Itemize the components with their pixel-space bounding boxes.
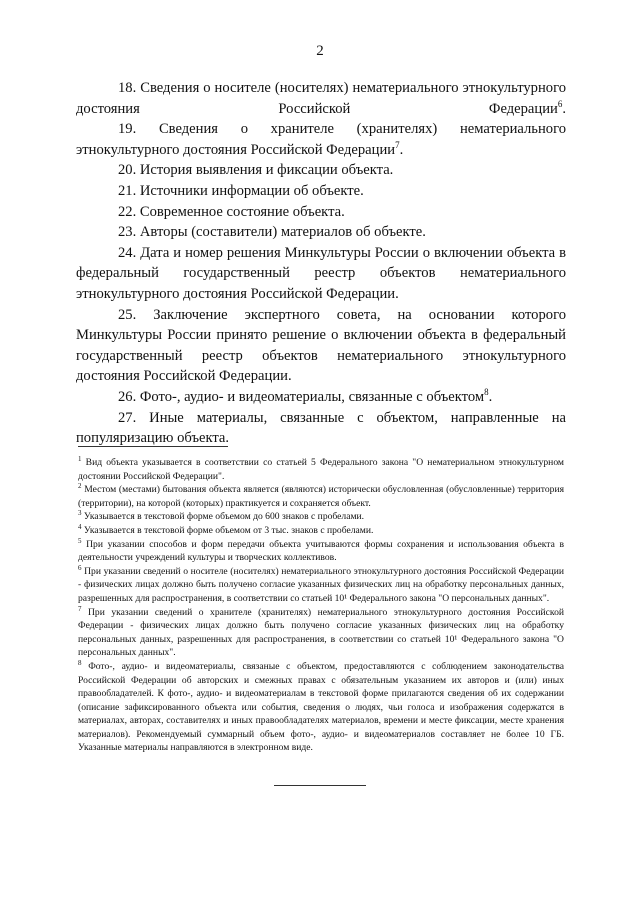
item-23: 23. Авторы (составители) материалов об объекте. (118, 224, 426, 241)
footnote-5: $^5$ При указании способов и форм передачи объекта учитываются формы сохранения и использования объекта в деятельности учреждений культуры и творческих коллективов. (78, 536, 564, 564)
footnote-3: $^3$ Указывается в текстовой форме объемом до 600 знаков с пробелами. (78, 509, 365, 523)
item-22: 22. Современное состояние объекта. (118, 203, 345, 220)
item-18: 18. Сведения о носителе (носителях) нематериального этнокультурного достояния Российской Федерации$^6$. (76, 80, 566, 117)
document-body (76, 78, 566, 449)
footnote-1: $^1$ Вид объекта указывается в соответствии со статьей 5 Федерального закона "О нематериальном этнокультурном достоянии Российской Федерации". (78, 454, 564, 482)
item-25: 25. Заключение экспертного совета, на основании которого Минкультуры России принято решение о включении объекта в федеральный государственный реестр объектов нематериального этнокультурного достояния Российской Федерации. (76, 306, 566, 385)
page-number: 2 (316, 43, 324, 59)
footnote-7: $^7$ При указании сведений о хранителе (хранителях) нематериального этнокультурного достояния Российской Федерации - физических лицах должно быть получено согласие указанных физических лиц на обработку персональных данных, разрешенных для распространения, в соответствии со статьей 10¹ Федерального закона "О персональных данных". (78, 604, 564, 659)
footnote-4: $^4$ Указывается в текстовой форме объемом от 3 тыс. знаков с пробелами. (78, 522, 374, 536)
footnote-ref-8[interactable]: 8 (484, 387, 489, 398)
footnote-separator (78, 446, 228, 447)
footnote-ref-7[interactable]: 7 (395, 139, 400, 150)
item-26: 26. Фото-, аудио- и видеоматериалы, связанные с объектом$^8$. (118, 387, 493, 405)
footnotes (78, 456, 564, 755)
footnote-6: $^6$ При указании сведений о носителе (носителях) нематериального этнокультурного достояния Российской Федерации - физических лицах должно быть получено согласие указанных физических лиц на обработку персональных данных, разрешенных для распространения, в соответствии со статьей 10¹ Федерального закона "О персональных данных". (78, 563, 564, 604)
item-20: 20. История выявления и фиксации объекта. (118, 162, 394, 179)
footnote-ref-6[interactable]: 6 (557, 98, 563, 109)
end-of-document-line (274, 785, 366, 786)
item-19: 19. Сведения о хранителе (хранителях) нематериального этнокультурного достояния Российской Федерации$^7$. (76, 121, 566, 158)
item-24: 24. Дата и номер решения Минкультуры России о включении объекта в федеральный государственный реестр объектов нематериального этнокультурного достояния Российской Федерации. (76, 244, 566, 302)
item-21: 21. Источники информации об объекте. (118, 182, 364, 199)
footnote-8: $^8$ Фото-, аудио- и видеоматериалы, связаные с объектом, предоставляются с соблюдением законодательства Российской Федерации об авторских и смежных правах с обязательным указанием их авторов и (или) иных правообладателей. К фото-, аудио- и видеоматериалам в текстовой форме прилагаются сведения об их содержании (описание зафиксированного объекта или события, сведения о людях, чьи голоса и изображения содержатся в материалах, авторах, составителях и иных правообладателях материалов, времени и месте фиксации, месте хранения материалов). Рекомендуемый суммарный объем фото-, аудио- и видеоматериалов составляет не более 10 ГБ. Указанные материалы направляются в электронном виде. (78, 658, 564, 754)
item-27: 27. Иные материалы, связанные с объектом, направленные на популяризацию объекта. (76, 409, 566, 447)
footnote-2: $^2$ Местом (местами) бытования объекта является (являются) исторически обусловленная (обусловленные) территория (территории), на которой (которых) практикуется и сохраняется объект. (78, 482, 564, 509)
